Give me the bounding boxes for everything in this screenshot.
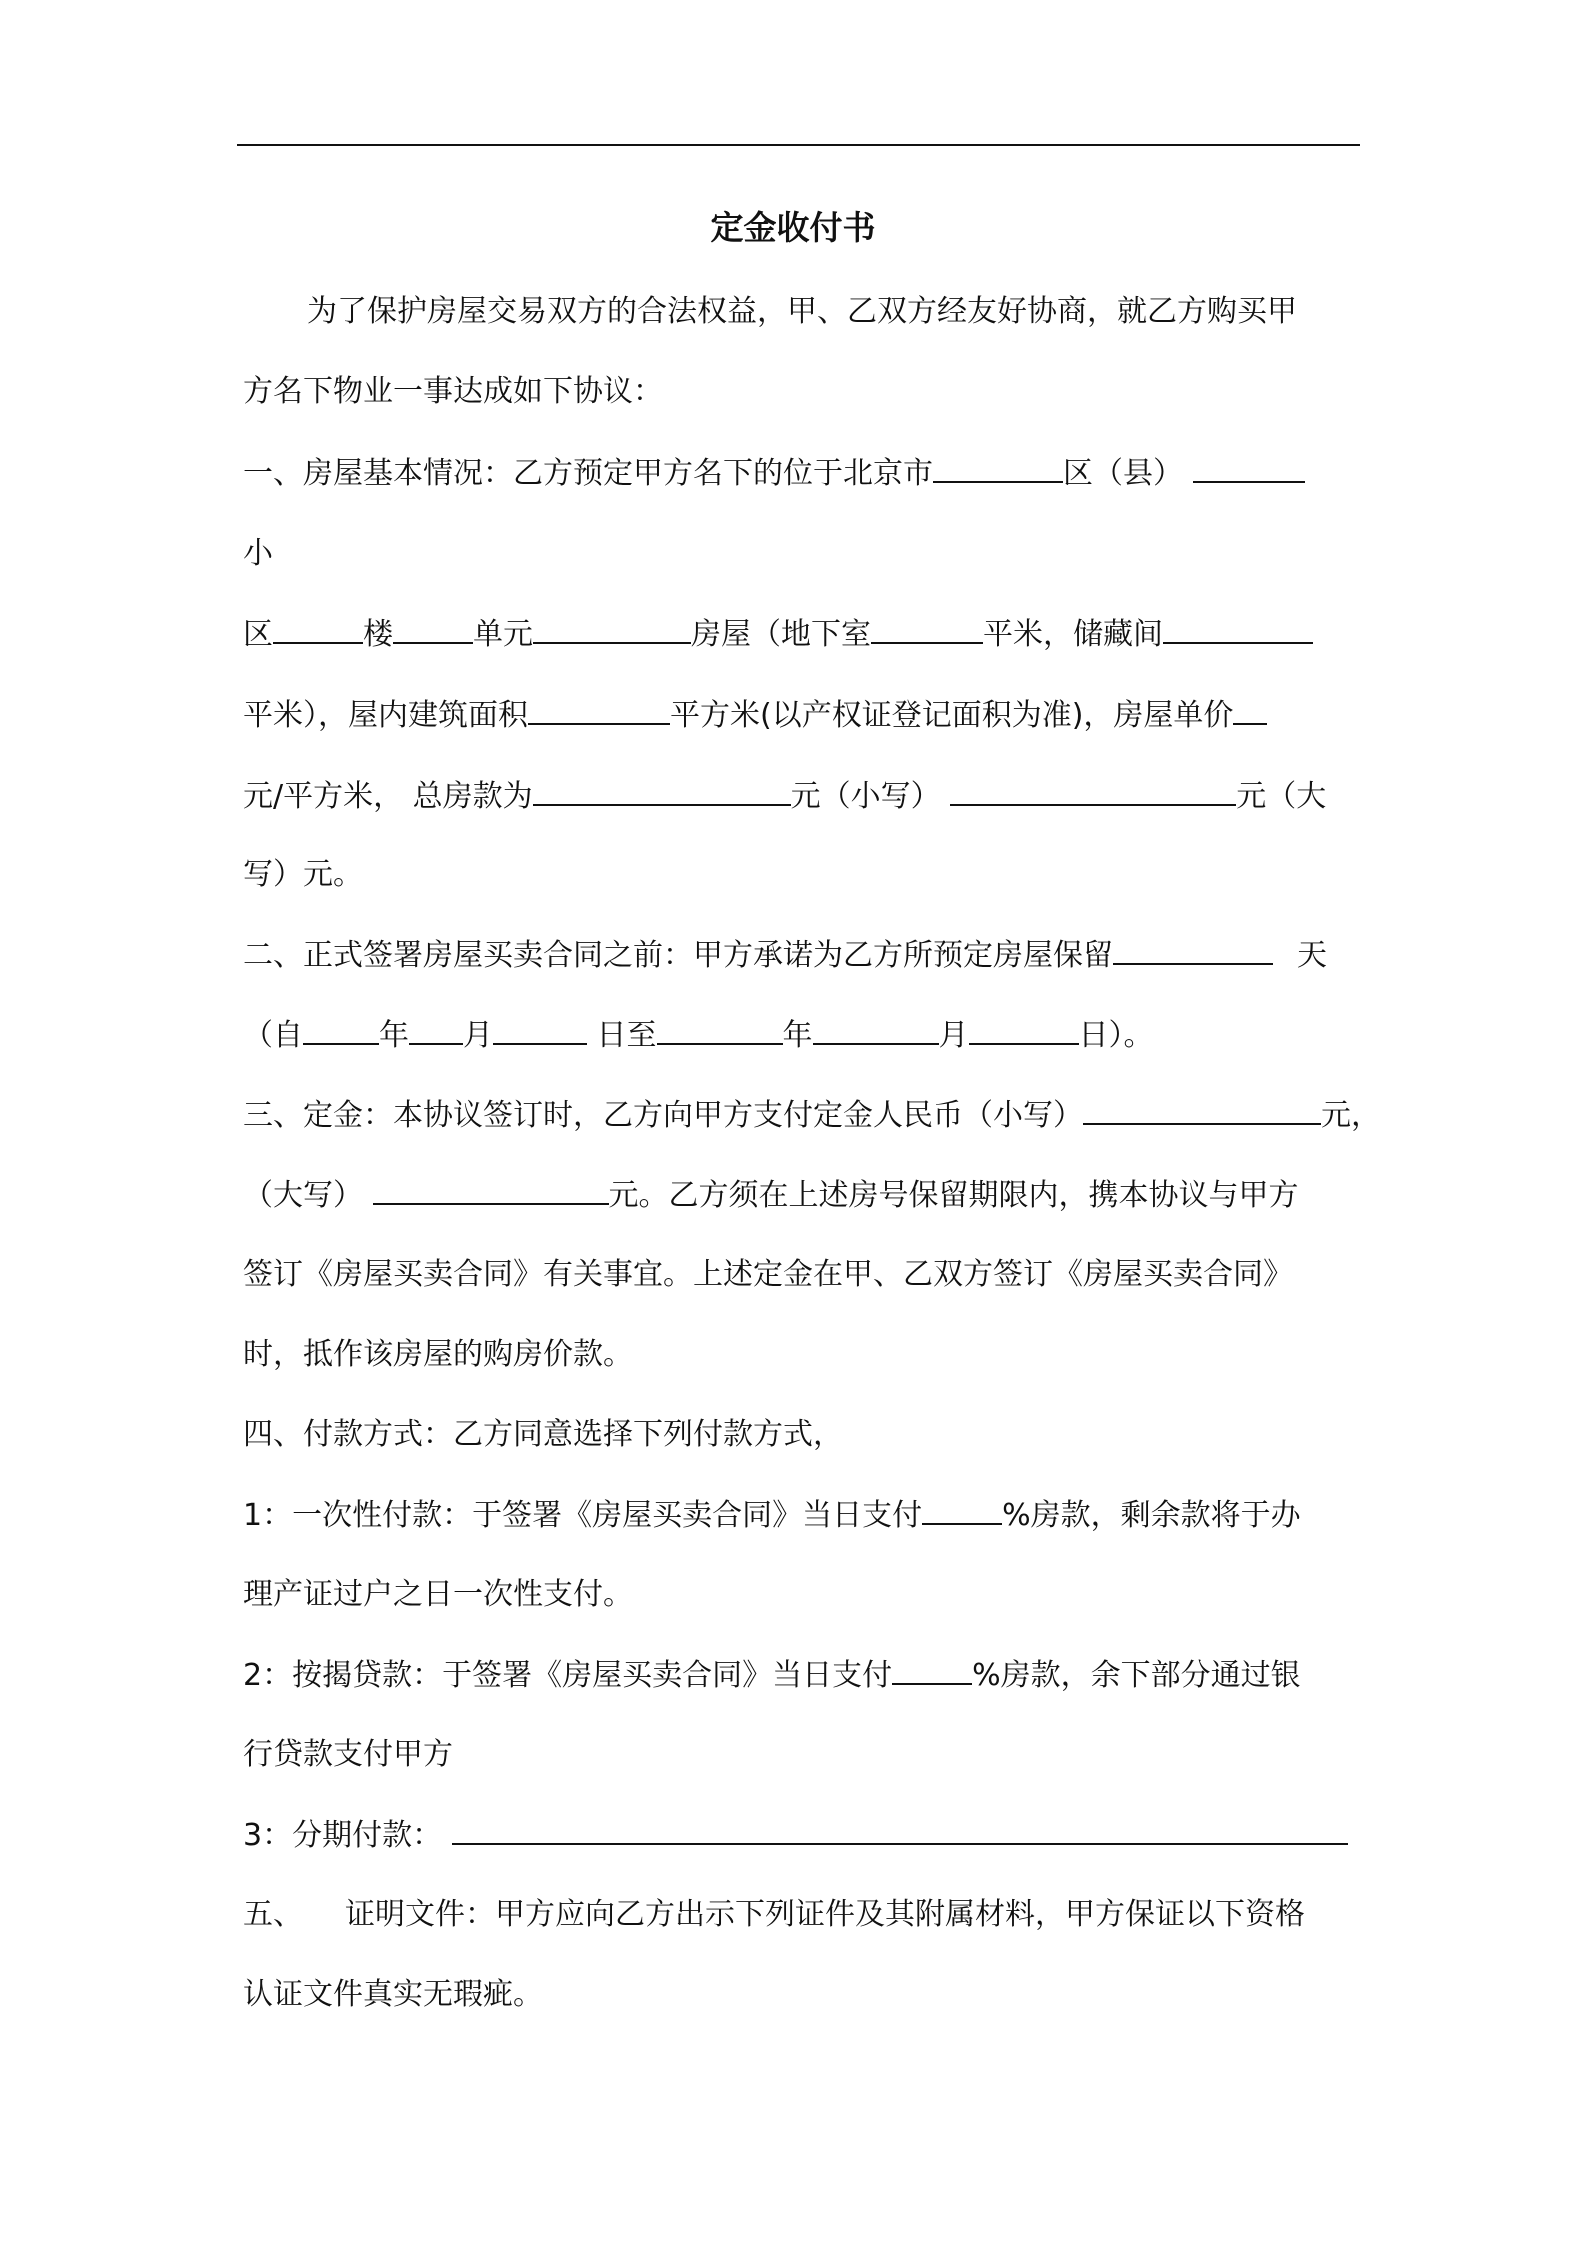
section-1-line-5: 元/平方米， 总房款为 元（小写） 元（大 bbox=[243, 774, 1326, 819]
section-1-line-1: 一、房屋基本情况：乙方预定甲方名下的位于北京市 区（县） bbox=[243, 451, 1305, 496]
blank-total-uppercase[interactable] bbox=[950, 774, 1236, 806]
blank-end-month[interactable] bbox=[813, 1013, 939, 1045]
section-1-line-4: 平米），屋内建筑面积 平方米(以产权证登记面积为准)，房屋单价 bbox=[243, 693, 1267, 738]
blank-end-year[interactable] bbox=[657, 1013, 783, 1045]
blank-storage-area[interactable] bbox=[1163, 612, 1313, 644]
blank-start-month[interactable] bbox=[409, 1013, 463, 1045]
blank-installment-terms[interactable] bbox=[452, 1813, 1348, 1845]
section-2-line-1: 二、正式签署房屋买卖合同之前：甲方承诺为乙方所预定房屋保留 天 bbox=[243, 933, 1327, 978]
section-1-line-2: 小 bbox=[243, 536, 273, 571]
blank-unit-price[interactable] bbox=[1233, 693, 1267, 725]
payment-option-2-line-1: 2：按揭贷款：于签署《房屋买卖合同》当日支付 %房款，余下部分通过银 bbox=[243, 1653, 1301, 1698]
section-3-line-3: 签订《房屋买卖合同》有关事宜。上述定金在甲、乙双方签订《房屋买卖合同》 bbox=[243, 1257, 1293, 1292]
intro-line-1: 为了保护房屋交易双方的合法权益，甲、乙双方经友好协商，就乙方购买甲 bbox=[307, 294, 1297, 329]
blank-floor-area[interactable] bbox=[528, 693, 670, 725]
section-1-line-6: 写）元。 bbox=[243, 857, 363, 892]
section-5-line-1: 五、 证明文件：甲方应向乙方出示下列证件及其附属材料，甲方保证以下资格 bbox=[243, 1897, 1305, 1932]
section-1-line-3: 区 楼 单元 房屋（地下室 平米，储藏间 bbox=[243, 612, 1313, 657]
blank-reserve-days[interactable] bbox=[1113, 933, 1273, 965]
header-rule bbox=[237, 144, 1360, 146]
blank-start-day[interactable] bbox=[493, 1013, 587, 1045]
document-title: 定金收付书 bbox=[710, 208, 876, 247]
section-5-line-2: 认证文件真实无瑕疵。 bbox=[243, 1977, 543, 2012]
blank-area[interactable] bbox=[273, 612, 363, 644]
blank-start-year[interactable] bbox=[303, 1013, 379, 1045]
blank-building[interactable] bbox=[393, 612, 473, 644]
blank-total-lowercase[interactable] bbox=[533, 774, 791, 806]
section-2-line-2: （自 年 月 日至 年 月 日）。 bbox=[243, 1013, 1154, 1058]
payment-option-1-line-1: 1：一次性付款：于签署《房屋买卖合同》当日支付 %房款，剩余款将于办 bbox=[243, 1493, 1301, 1538]
blank-unit[interactable] bbox=[533, 612, 691, 644]
payment-option-3: 3：分期付款： bbox=[243, 1813, 1348, 1858]
blank-end-day[interactable] bbox=[969, 1013, 1079, 1045]
payment-option-1-line-2: 理产证过户之日一次性支付。 bbox=[243, 1577, 633, 1612]
blank-mortgage-percent[interactable] bbox=[892, 1653, 972, 1685]
section-4-heading: 四、付款方式：乙方同意选择下列付款方式， bbox=[243, 1417, 843, 1452]
blank-basement-area[interactable] bbox=[871, 612, 983, 644]
blank-community[interactable] bbox=[1193, 451, 1305, 483]
payment-option-2-line-2: 行贷款支付甲方 bbox=[243, 1737, 453, 1772]
section-3-line-4: 时，抵作该房屋的购房价款。 bbox=[243, 1337, 633, 1372]
blank-district[interactable] bbox=[933, 451, 1063, 483]
blank-deposit-lowercase[interactable] bbox=[1083, 1093, 1321, 1125]
blank-lump-sum-percent[interactable] bbox=[922, 1493, 1002, 1525]
intro-line-2: 方名下物业一事达成如下协议： bbox=[243, 374, 663, 409]
section-3-line-1: 三、定金：本协议签订时，乙方向甲方支付定金人民币（小写） 元， bbox=[243, 1093, 1381, 1138]
blank-deposit-uppercase[interactable] bbox=[373, 1173, 609, 1205]
section-3-line-2: （大写） 元。乙方须在上述房号保留期限内，携本协议与甲方 bbox=[243, 1173, 1299, 1218]
